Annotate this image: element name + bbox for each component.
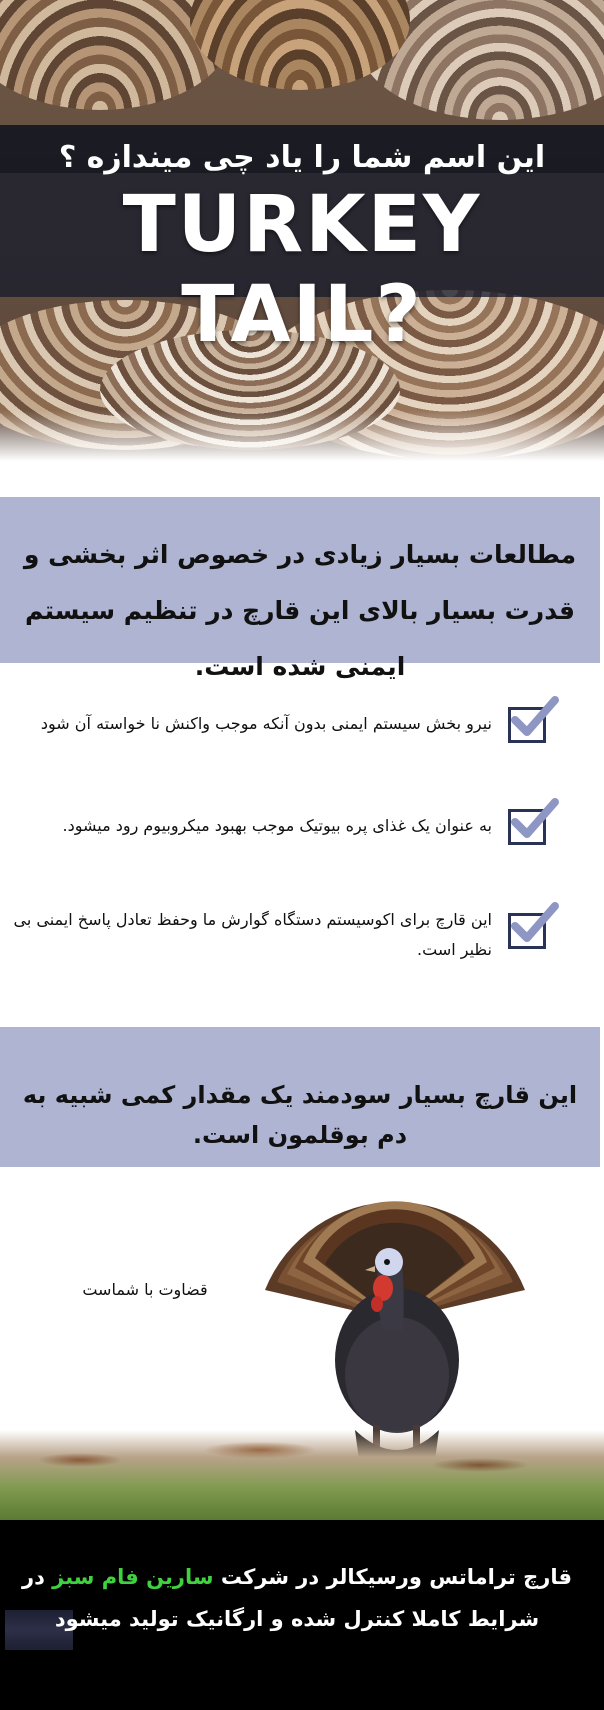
hero-fade xyxy=(0,410,604,470)
hero-title: TURKEY TAIL? xyxy=(122,180,482,360)
note-text: این قارچ بسیار سودمند یک مقدار کمی شبیه به دم بوقلمون است. xyxy=(22,1081,578,1149)
checkbox-icon xyxy=(508,809,546,845)
footer xyxy=(0,1520,604,1710)
benefit-text: به عنوان یک غذای پره بیوتیک موجب بهبود میکروبیوم رود میشود. xyxy=(62,816,492,835)
footer-text-end: در شرایط کاملا کنترل شده و ارگانیک تولید میشود xyxy=(21,1565,540,1631)
benefit-text: نیرو بخش سیستم ایمنی بدون آنکه موجب واکنش نا خواسته آن شود xyxy=(40,714,492,733)
footer-text xyxy=(20,1556,574,1640)
intro-text: مطالعات بسیار زیادی در خصوص اثر بخشی و قدرت بسیار بالای این قارچ در تنظیم سیستم ایمنی شده است. xyxy=(23,540,577,681)
checkbox-icon xyxy=(508,707,546,743)
grass-ground xyxy=(0,1430,604,1520)
note-block xyxy=(0,1027,600,1167)
intro-block xyxy=(0,497,600,681)
brand-name: سارین فام سبز xyxy=(52,1565,214,1589)
checkbox-icon xyxy=(508,913,546,949)
hero-banner xyxy=(0,0,604,470)
benefit-text: این قارچ برای اکوسیستم دستگاه گوارش ما وحفظ تعادل پاسخ ایمنی بی نظیر است. xyxy=(13,910,492,959)
turkey-caption: قضاوت با شماست xyxy=(82,1280,208,1299)
footer-text-start: قارچ تراماتس ورسیکالر در شرکت xyxy=(213,1565,572,1589)
hero-subtitle: این اسم شما را یاد چی میندازه ؟ xyxy=(58,140,546,175)
